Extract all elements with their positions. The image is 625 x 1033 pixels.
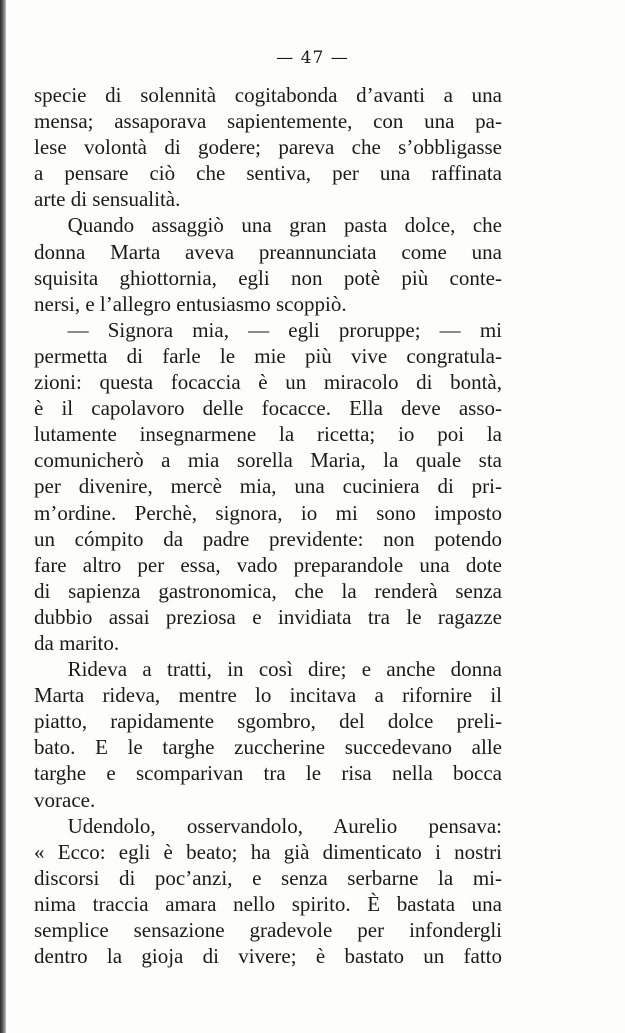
text-line: nima traccia amara nello spirito. È bastata una	[34, 891, 502, 916]
text-line: mensa; assaporava sapientemente, con una pa-	[34, 109, 502, 134]
page-binding-edge	[0, 0, 6, 1033]
text-line: discorsi di poc’anzi, e senza serbarne la mi-	[34, 865, 502, 890]
text-line: targhe e scomparivan tra le risa nella bocca	[34, 761, 502, 786]
text-line: Rideva a tratti, in così dire; e anche donna	[67, 657, 502, 682]
text-line: zioni: questa focaccia è un miracolo di bontà,	[34, 370, 502, 395]
text-line: lutamente insegnarmene la ricetta; io poi la	[34, 422, 502, 447]
text-line: a pensare ciò che sentiva, per una raffinata	[34, 161, 502, 186]
text-line: da marito.	[34, 630, 120, 655]
text-line: comunicherò a mia sorella Maria, la quale sta	[34, 448, 502, 473]
text-line: squisita ghiottornia, egli non potè più conte-	[34, 265, 502, 290]
text-line: un cómpito da padre previdente: non potendo	[34, 526, 502, 551]
page-number: — 47 —	[276, 48, 349, 68]
text-line: m’ordine. Perchè, signora, io mi sono imposto	[34, 500, 502, 525]
text-line: fare altro per essa, vado preparandole una dote	[34, 552, 502, 577]
text-line: specie di solennità cogitabonda d’avanti a una	[34, 83, 502, 107]
text-line: dentro la gioja di vivere; è bastato un fatto	[34, 944, 502, 969]
text-line: piatto, rapidamente sgombro, del dolce preli-	[34, 709, 502, 734]
text-line: bato. E le targhe zuccherine succedevano alle	[34, 735, 502, 760]
body-text	[34, 82, 502, 969]
text-line: Quando assaggiò una gran pasta dolce, che	[67, 213, 502, 238]
text-line: per divenire, mercè mia, una cuciniera di pri-	[34, 474, 502, 499]
text-line: semplice sensazione gradevole per infondergli	[34, 918, 502, 942]
text-line: permetta di farle le mie più vive congratula-	[34, 343, 502, 368]
text-line: Marta rideva, mentre lo incitava a rifornire il	[34, 683, 502, 708]
text-line: « Ecco: egli è beato; ha già dimenticato i nostri	[34, 839, 502, 864]
text-line: lese volontà di godere; pareva che s’obbligasse	[34, 135, 502, 160]
text-line: arte di sensualità.	[34, 187, 181, 212]
text-line: donna Marta aveva preannunciata come una	[34, 239, 502, 264]
text-line: Udendolo, osservandolo, Aurelio pensava:	[67, 813, 502, 838]
text-line: di sapienza gastronomica, che la renderà senza	[34, 578, 502, 603]
text-line: dubbio assai preziosa e invidiata tra le ragazze	[34, 604, 502, 629]
text-line: nersi, e l’allegro entusiasmo scoppiò.	[34, 291, 347, 316]
text-line: vorace.	[34, 787, 96, 812]
text-line: — Signora mia, — egli proruppe; — mi	[67, 317, 502, 342]
text-line: è il capolavoro delle focacce. Ella deve asso-	[34, 396, 502, 421]
